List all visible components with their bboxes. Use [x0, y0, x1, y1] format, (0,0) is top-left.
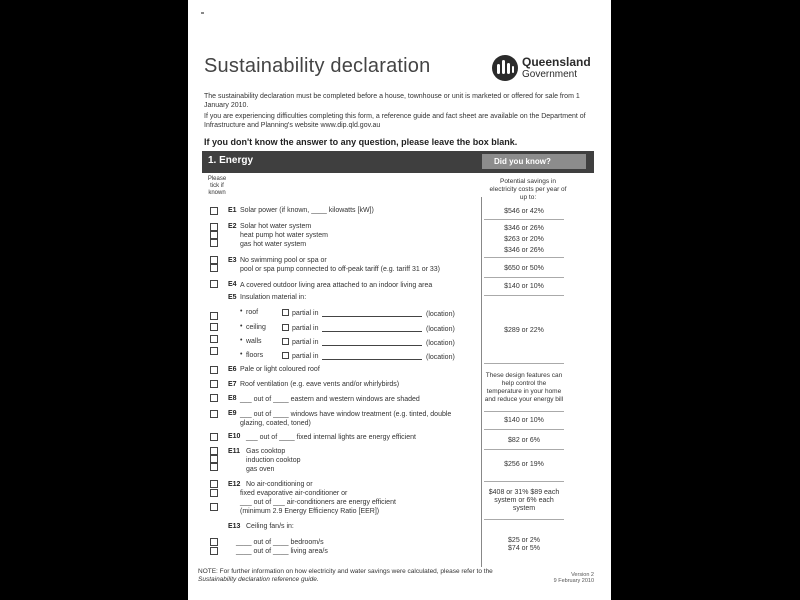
item-text-e2-solar: Solar hot water system [240, 223, 312, 230]
please-tick-label: Please tick if known [207, 176, 227, 196]
saving-e1: $546 or 42% [504, 208, 544, 215]
item-code-e4: E4 [228, 281, 237, 288]
item-text-e10: ___ out of ____ fixed internal lights are energy efficient [246, 434, 416, 441]
item-code-e9: E9 [228, 410, 237, 417]
saving-e3: $650 or 50% [504, 265, 544, 272]
item-code-e7: E7 [228, 381, 237, 388]
logo-line-1: Queensland [522, 55, 591, 69]
item-code-e5: E5 [228, 294, 237, 301]
saving-e11: $256 or 19% [504, 461, 544, 468]
item-code-e6: E6 [228, 366, 237, 373]
checkbox-e9[interactable] [210, 410, 218, 418]
checkbox-e3-no-pool[interactable] [210, 256, 218, 264]
savings-divider [484, 429, 564, 430]
form-page: Sustainability declaration Queensland Government The sustainability declaration must be completed before a house, townhouse or unit is marketed or offered for sale from 1 January 2010. If you are experiencing difficulties completing this form, a reference guide and fact sheet are available on the Department of Infrastructure and Planning's website www.dip.qld.gov.au If you don't know the answer to any question, please leave the box blank. 1. Energy Did you know? Please tick if known Potential savings in electricity costs per year of up to: E1 Solar power (if known, ____ kilowatts [kW]) $546 or 42% E2 Solar hot water system heat pump hot water system gas hot water system $346 or 26% $263 or 20% $346 or 26% E3 No swimming pool or spa or pool or spa pump connected to off-peak tariff (e.g. tariff 31 or 33) $650 or 50% E4 A covered outdoor living area attached to an indoor living area $140 or 10% E5 Insulation material in: • roof partial in (location) • ceiling partial in (location) • walls partial in (location) • floors partial in (location) $289 or 22% E6 Pale or light coloured roof E7 Roof ventilation (e.g. eave vents and/or whirlybirds) These design features can help control the temperature in your home and reduce your energy bill E8 ___ out of ____ eastern and western windows are shaded E9 ___ out of ____ windows have window treatment (e.g. tinted, double glazing, coated, toned) $140 or 10% E10 ___ out of ____ fixed internal lights are energy efficient $82 or 6% E11 Gas cooktop induction cooktop gas oven $256 or 19% E12 No air-conditioning or fixed evaporative air-conditioner or ___ out of ___ air-conditioners are energy efficient (minimum 2.9 Energy Efficiency Ratio [EER]) $408 or 31% $89 each system or 6% each system E13 Ceiling fan/s in: ____ out of ____ bedroom/s ____ out of ____ living area/s $25 or 2% $74 or 5% NOTE: For further information on how electricity and water savings were calculated, please refer to the Sustainability declaration reference guide. Version 2 9 February 2010 [188, 0, 611, 600]
location-field-ceiling[interactable] [322, 331, 422, 332]
insulation-roof-label: roof [246, 309, 259, 316]
checkbox-e2-gas[interactable] [210, 239, 218, 247]
location-label: (location) [426, 311, 455, 318]
logo-emblem-icon [492, 55, 518, 81]
savings-divider [484, 411, 564, 412]
checkbox-e5-floors-partial[interactable] [282, 352, 289, 359]
scan-speck [201, 12, 204, 14]
intro-paragraph-2: If you are experiencing difficulties completing this form, a reference guide and fact sheet are available on the Department of Infrastructure and Planning's website www.dip.qld.gov.au [204, 113, 586, 129]
location-field-walls[interactable] [322, 345, 422, 346]
savings-divider [484, 257, 564, 258]
partial-in-label: partial in [292, 339, 319, 346]
item-text-e3-line1: No swimming pool or spa or [240, 257, 327, 264]
item-text-e2-gas: gas hot water system [240, 241, 307, 248]
savings-divider [484, 363, 564, 364]
item-text-e11-induction: induction cooktop [246, 457, 301, 464]
checkbox-e12-efficient[interactable] [210, 503, 218, 511]
checkbox-e11-gas-oven[interactable] [210, 463, 218, 471]
saving-e2-gas: $346 or 26% [504, 247, 544, 254]
insulation-walls-label: walls [246, 338, 262, 345]
queensland-government-logo [492, 52, 604, 88]
saving-e5: $289 or 22% [504, 327, 544, 334]
column-divider [481, 197, 482, 567]
checkbox-e5-walls-partial[interactable] [282, 338, 289, 345]
item-text-e13-living: ____ out of ____ living area/s [236, 548, 328, 555]
item-text-e2-heat-pump: heat pump hot water system [240, 232, 328, 239]
item-text-e9-line2: glazing, coated, toned) [240, 420, 311, 427]
item-code-e2: E2 [228, 223, 237, 230]
saving-e13-bedrooms: $25 or 2% [508, 537, 540, 544]
saving-e12: $408 or 31% $89 each system or 6% each system [488, 489, 560, 512]
saving-e10: $82 or 6% [508, 437, 540, 444]
checkbox-e13-bedrooms[interactable] [210, 538, 218, 546]
item-code-e3: E3 [228, 257, 237, 264]
location-label: (location) [426, 354, 455, 361]
item-text-e7: Roof ventilation (e.g. eave vents and/or whirlybirds) [240, 381, 400, 388]
checkbox-e12-evaporative[interactable] [210, 489, 218, 497]
checkbox-e11-gas-cooktop[interactable] [210, 447, 218, 455]
item-code-e13: E13 [228, 523, 241, 530]
item-text-e11-gas-cooktop: Gas cooktop [246, 448, 286, 455]
saving-e9: $140 or 10% [504, 417, 544, 424]
checkbox-e11-induction[interactable] [210, 455, 218, 463]
checkbox-e7[interactable] [210, 380, 218, 388]
checkbox-e12-no-ac[interactable] [210, 480, 218, 488]
item-text-e12-line3: ___ out of ___ air-conditioners are energy efficient [240, 499, 396, 506]
checkbox-e1[interactable] [210, 207, 218, 215]
savings-divider [484, 449, 564, 450]
location-field-roof[interactable] [322, 316, 422, 317]
savings-divider [484, 519, 564, 520]
location-label: (location) [426, 340, 455, 347]
item-text-e4: A covered outdoor living area attached to an indoor living area [240, 282, 433, 289]
version-info: Version 2 9 February 2010 [553, 572, 594, 584]
item-text-e12-line1: No air-conditioning or [246, 481, 313, 488]
logo-line-2: Government [522, 69, 578, 80]
checkbox-e5-ceiling[interactable] [210, 323, 218, 331]
item-code-e1: E1 [228, 207, 237, 214]
item-text-e3-line2: pool or spa pump connected to off-peak tariff (e.g. tariff 31 or 33) [240, 266, 441, 273]
partial-in-label: partial in [292, 325, 319, 332]
saving-e13-living: $74 or 5% [508, 545, 540, 552]
item-text-e11-gas-oven: gas oven [246, 466, 275, 473]
item-text-e1: Solar power (if known, ____ kilowatts [kW]) [240, 207, 374, 214]
savings-divider [484, 277, 564, 278]
partial-in-label: partial in [292, 353, 319, 360]
saving-e4: $140 or 10% [504, 283, 544, 290]
item-code-e8: E8 [228, 395, 237, 402]
checkbox-e5-walls[interactable] [210, 335, 218, 343]
item-text-e5: Insulation material in: [240, 294, 307, 301]
checkbox-e5-ceiling-partial[interactable] [282, 324, 289, 331]
checkbox-e8[interactable] [210, 394, 218, 402]
checkbox-e3-off-peak[interactable] [210, 264, 218, 272]
footnote: NOTE: For further information on how electricity and water savings were calculated, please refer to the Sustainability declaration reference guide. [198, 568, 493, 583]
checkbox-e2-heat-pump[interactable] [210, 231, 218, 239]
item-text-e8: ___ out of ____ eastern and western windows are shaded [240, 396, 420, 403]
potential-savings-header: Potential savings in electricity costs per year of up to: [489, 178, 567, 201]
checkbox-e5-roof[interactable] [210, 312, 218, 320]
item-code-e11: E11 [228, 448, 241, 455]
item-text-e13: Ceiling fan/s in: [246, 523, 294, 530]
section-title: 1. Energy [208, 155, 254, 166]
item-text-e12-line4: (minimum 2.9 Energy Efficiency Ratio [EER]) [240, 508, 380, 515]
checkbox-e13-living[interactable] [210, 547, 218, 555]
item-text-e12-line2: fixed evaporative air-conditioner or [240, 490, 348, 497]
checkbox-e10[interactable] [210, 433, 218, 441]
did-you-know-box [482, 154, 586, 169]
item-code-e12: E12 [228, 481, 241, 488]
savings-divider [484, 219, 564, 220]
partial-in-label: partial in [292, 310, 319, 317]
checkbox-e2-solar[interactable] [210, 223, 218, 231]
item-text-e9-line1: ___ out of ____ windows have window treatment (e.g. tinted, double [240, 411, 452, 418]
reference-guide-title: Sustainability declaration reference guide. [198, 576, 319, 583]
saving-e2-heat-pump: $263 or 20% [504, 236, 544, 243]
checkbox-e5-roof-partial[interactable] [282, 309, 289, 316]
saving-e2-solar: $346 or 26% [504, 225, 544, 232]
savings-divider [484, 295, 564, 296]
did-you-know-label: Did you know? [494, 157, 551, 166]
insulation-floors-label: floors [246, 352, 264, 359]
item-code-e10: E10 [228, 433, 241, 440]
item-text-e6: Pale or light coloured roof [240, 366, 320, 373]
location-field-floors[interactable] [322, 359, 422, 360]
design-features-note: These design features can help control the temperature in your home and reduce your energy bill [484, 372, 564, 403]
item-text-e13-bedrooms: ____ out of ____ bedroom/s [236, 539, 324, 546]
instruction-heading: If you don't know the answer to any question, please leave the box blank. [204, 137, 518, 147]
page-title: Sustainability declaration [204, 55, 431, 77]
checkbox-e6[interactable] [210, 366, 218, 374]
insulation-ceiling-label: ceiling [246, 324, 266, 331]
intro-paragraph-1: The sustainability declaration must be completed before a house, townhouse or unit is marketed or offered for sale from 1 January 2010. [204, 93, 580, 109]
location-label: (location) [426, 326, 455, 333]
checkbox-e4[interactable] [210, 280, 218, 288]
savings-divider [484, 481, 564, 482]
section-header-bar [202, 151, 594, 173]
checkbox-e5-floors[interactable] [210, 347, 218, 355]
